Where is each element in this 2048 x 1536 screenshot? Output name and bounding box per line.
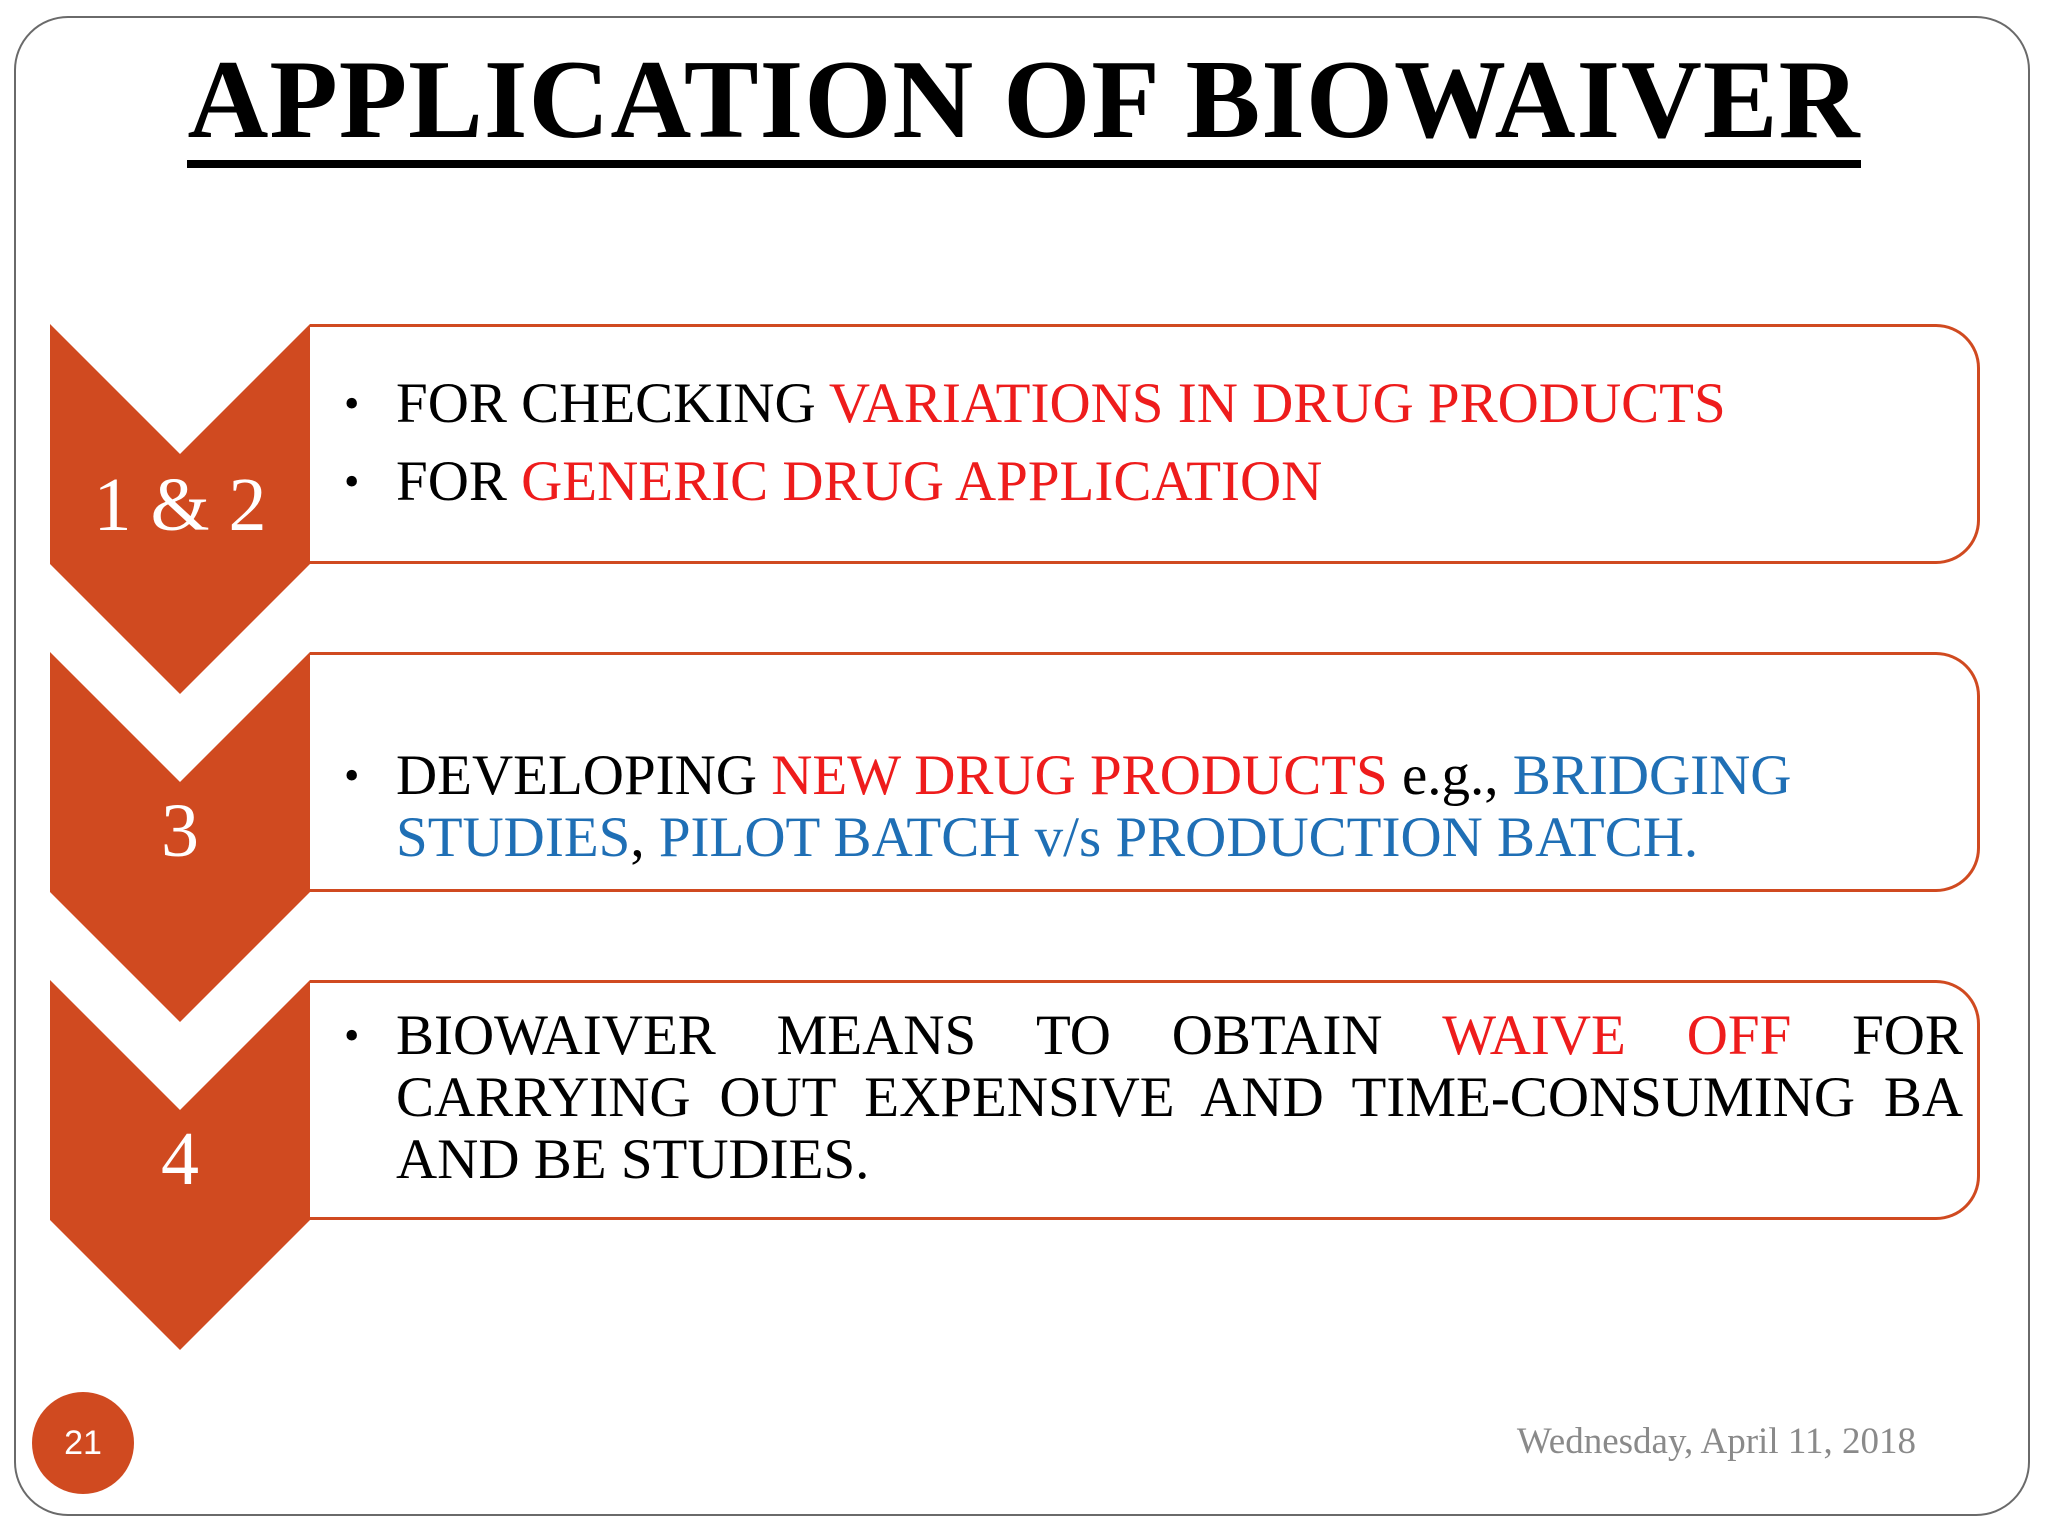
page-number-badge: 21 (32, 1392, 134, 1494)
step-2-content-box (310, 652, 1980, 892)
bullet-item (344, 373, 1963, 435)
text-highlight-red: GENERIC DRUG APPLICATION (521, 450, 1323, 513)
text-plain: FOR CARRYING OUT EXPENSIVE AND TIME-CONSUMING BA AND BE STUDIES. (396, 1004, 1963, 1191)
slide-title-text: APPLICATION OF BIOWAIVER (187, 44, 1860, 168)
text-highlight-red: VARIATIONS IN DRUG PRODUCTS (828, 372, 1726, 435)
step-3-content-box (310, 980, 1980, 1220)
text-plain: BIOWAIVER MEANS TO OBTAIN (396, 1004, 1443, 1067)
text-plain: e.g., (1387, 744, 1513, 807)
bullet-dot-icon: • (344, 1011, 360, 1060)
step-1-label: 1 & 2 (93, 463, 267, 547)
text-plain: FOR CHECKING (396, 372, 829, 435)
text-plain: DEVELOPING (396, 744, 772, 807)
bullet-dot-icon: • (344, 457, 360, 506)
slide-date: Wednesday, April 11, 2018 (1516, 1421, 1916, 1462)
bullet-item (344, 745, 1963, 869)
text-highlight-blue: BRIDGING STUDIES (396, 744, 1792, 869)
text-highlight-blue: PILOT BATCH v/s PRODUCTION BATCH. (658, 806, 1699, 869)
bullet-item (344, 451, 1963, 513)
text-highlight-red: NEW DRUG PRODUCTS (771, 744, 1388, 807)
text-plain: , (630, 806, 659, 869)
step-2-bullet-list (344, 745, 1963, 869)
step-3-label: 4 (161, 1117, 199, 1201)
step-1-bullet-list (344, 373, 1963, 513)
text-plain: FOR (396, 450, 522, 513)
bullet-dot-icon: • (344, 379, 360, 428)
step-1-content-box (310, 324, 1980, 564)
step-2-label: 3 (161, 789, 199, 873)
bullet-dot-icon: • (344, 751, 360, 800)
bullet-item (344, 1005, 1963, 1191)
step-3-bullet-list (344, 1005, 1963, 1191)
text-highlight-red: WAIVE OFF (1442, 1004, 1792, 1067)
